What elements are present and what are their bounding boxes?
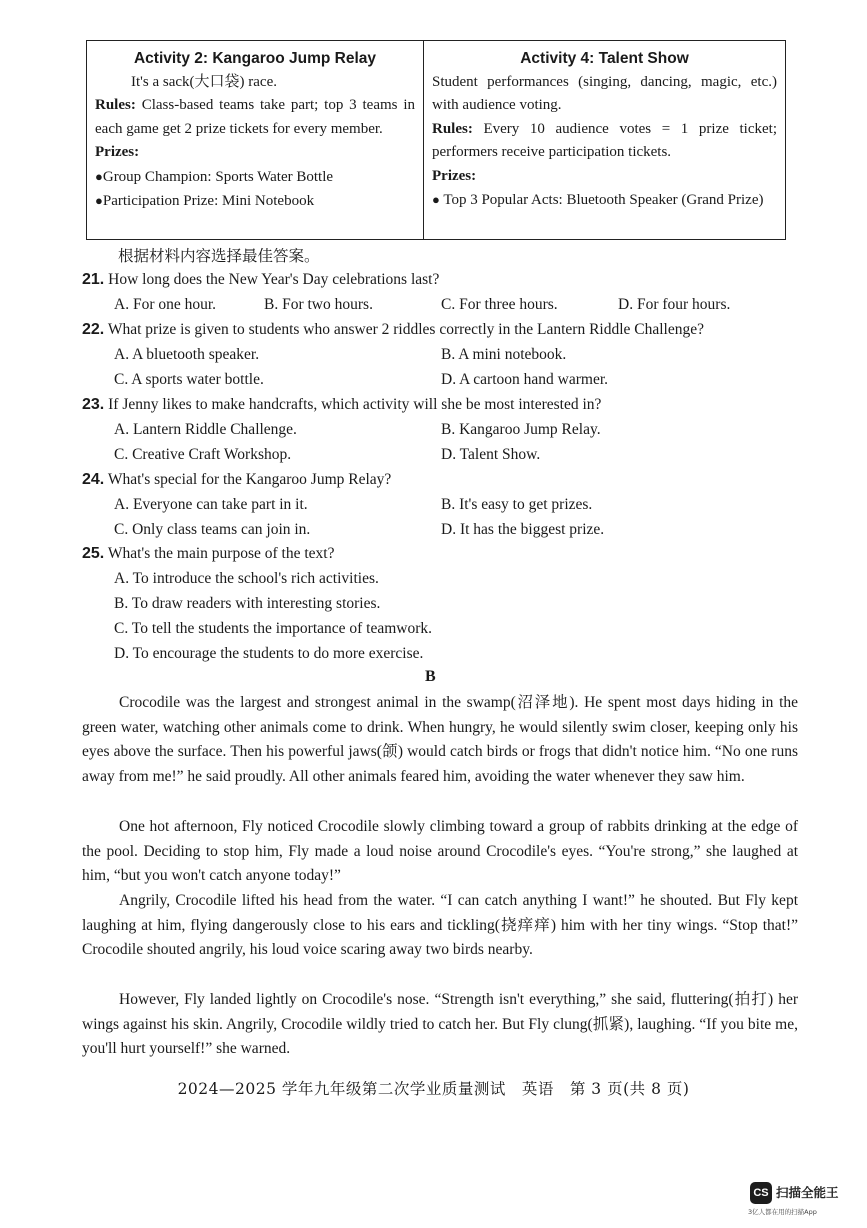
rules-label: Rules: (432, 120, 473, 137)
option-23-b[interactable]: B. Kangaroo Jump Relay. (441, 421, 601, 438)
watermark-tagline: 3亿人都在用的扫描App (748, 1208, 817, 1216)
passage-paragraph-1: Crocodile was the largest and strongest animal in the swamp(沼泽地). He spent most days hiding in the green water, watching other animals come to drink. When hungry, he would silently swim closer, keeping only his eyes above the surface. Then his powerful jaws(颌) would catch birds or frogs that didn't notice him. “No one runs away from me!” he said proudly. All other animals feared him, avoiding the water whenever they saw him. (82, 694, 798, 785)
activity-table (86, 40, 786, 240)
option-24-c[interactable]: C. Only class teams can join in. (114, 521, 311, 538)
prizes-label: Prizes: (95, 144, 140, 160)
question-number: 22. (82, 321, 105, 338)
option-21-a[interactable]: A. For one hour. (114, 296, 217, 313)
option-22-d[interactable]: D. A cartoon hand warmer. (441, 371, 609, 388)
question-text: What's the main purpose of the text? (107, 545, 335, 562)
question-text: What prize is given to students who answer 2 riddles correctly in the Lantern Riddle Challenge? (107, 321, 705, 338)
bullet-icon: ● (432, 192, 440, 207)
activity-2-rules-text: Class-based teams take part; top 3 teams in each game get 2 prize tickets for every member. (95, 97, 416, 137)
option-23-a[interactable]: A. Lantern Riddle Challenge. (114, 421, 297, 438)
question-text: If Jenny likes to make handcrafts, which activity will she be most interested in? (108, 396, 602, 413)
option-25-b[interactable]: B. To draw readers with interesting stories. (114, 595, 381, 612)
option-22-a[interactable]: A. A bluetooth speaker. (114, 346, 260, 363)
option-22-c[interactable]: C. A sports water bottle. (114, 371, 264, 388)
question-number: 24. (82, 471, 105, 488)
section-b-heading: B (425, 668, 436, 685)
activity-2-prize-2 (95, 189, 415, 214)
bullet-icon: ● (95, 193, 103, 208)
option-21-c[interactable]: C. For three hours. (441, 296, 558, 313)
activity-2-prize-1 (95, 165, 415, 190)
option-24-a[interactable]: A. Everyone can take part in it. (114, 496, 308, 513)
activity-4-description: Student performances (singing, dancing, magic, etc.) with audience voting. (432, 73, 777, 113)
passage-paragraph-3: Angrily, Crocodile lifted his head from the water. “I can catch anything I want!” he shouted. But Fly kept laughing at him, flying dangerously close to his ears and tickling(挠痒痒) him with her tiny wings. “Stop that!” Crocodile shouted angrily, his loud voice scaring away two birds nearby. (82, 892, 798, 959)
watermark-app-name: 扫描全能王 (776, 1185, 839, 1200)
question-number: 23. (82, 396, 105, 413)
option-24-b[interactable]: B. It's easy to get prizes. (441, 496, 593, 513)
activity-2-prize-2-text: Participation Prize: Mini Notebook (102, 193, 315, 209)
option-22-b[interactable]: B. A mini notebook. (441, 346, 567, 363)
question-24 (82, 471, 391, 489)
activity-4-rules (432, 118, 777, 165)
option-25-d[interactable]: D. To encourage the students to do more exercise. (114, 645, 424, 662)
activity-4-rules-text: Every 10 audience votes = 1 prize ticket; performers receive participation tickets. (432, 120, 778, 160)
bullet-icon: ● (95, 168, 103, 184)
question-21 (82, 271, 439, 289)
page-footer: 2024—2025 学年九年级第二次学业质量测试 英语 第 3 页(共 8 页) (177, 1080, 690, 1098)
option-23-c[interactable]: C. Creative Craft Workshop. (114, 446, 292, 463)
passage-paragraph-2: One hot afternoon, Fly noticed Crocodile slowly climbing toward a group of rabbits drinking at the edge of the pool. Deciding to stop him, Fly made a loud noise around Crocodile's eyes. “You're strong,” she laughed at him, “but you won't catch anyone today!” (82, 818, 798, 885)
question-22 (82, 321, 704, 339)
activity-2-title: Activity 2: Kangaroo Jump Relay (133, 50, 377, 67)
question-25 (82, 545, 334, 563)
rules-label: Rules: (95, 97, 136, 113)
question-text: What's special for the Kangaroo Jump Relay? (107, 471, 392, 488)
activity-2-prize-1-text: Group Champion: Sports Water Bottle (102, 168, 334, 185)
option-23-d[interactable]: D. Talent Show. (441, 446, 541, 463)
option-25-c[interactable]: C. To tell the students the importance of teamwork. (114, 620, 433, 637)
activity-4-prize-1-text: Top 3 Popular Acts: Bluetooth Speaker (Grand Prize) (443, 192, 764, 208)
option-21-b[interactable]: B. For two hours. (264, 296, 373, 313)
activity-2-description: It's a sack(大口袋) race. (131, 73, 277, 90)
activity-4-title: Activity 4: Talent Show (520, 50, 689, 67)
question-number: 25. (82, 545, 105, 562)
activity-2-rules (95, 94, 415, 141)
camscanner-logo-icon: CS (750, 1182, 772, 1204)
option-21-d[interactable]: D. For four hours. (618, 296, 731, 313)
passage-paragraph-4: However, Fly landed lightly on Crocodile's nose. “Strength isn't everything,” she said, fluttering(拍打) her wings against his skin. Angrily, Crocodile wildly tried to catch her. But Fly clung(抓紧), laughing. “If you bite me, you'll hurt yourself!” she warned. (82, 991, 798, 1058)
activity-4-cell (424, 41, 785, 239)
activity-2-cell (87, 41, 424, 239)
question-number: 21. (82, 271, 105, 288)
prizes-label: Prizes: (432, 167, 477, 184)
question-23 (82, 396, 601, 414)
scanner-watermark (746, 1178, 852, 1222)
question-text: How long does the New Year's Day celebrations last? (108, 271, 440, 288)
activity-4-prize-1 (432, 188, 777, 213)
instruction: 根据材料内容选择最佳答案。 (118, 247, 320, 265)
option-24-d[interactable]: D. It has the biggest prize. (441, 521, 605, 538)
option-25-a[interactable]: A. To introduce the school's rich activities. (114, 570, 379, 587)
